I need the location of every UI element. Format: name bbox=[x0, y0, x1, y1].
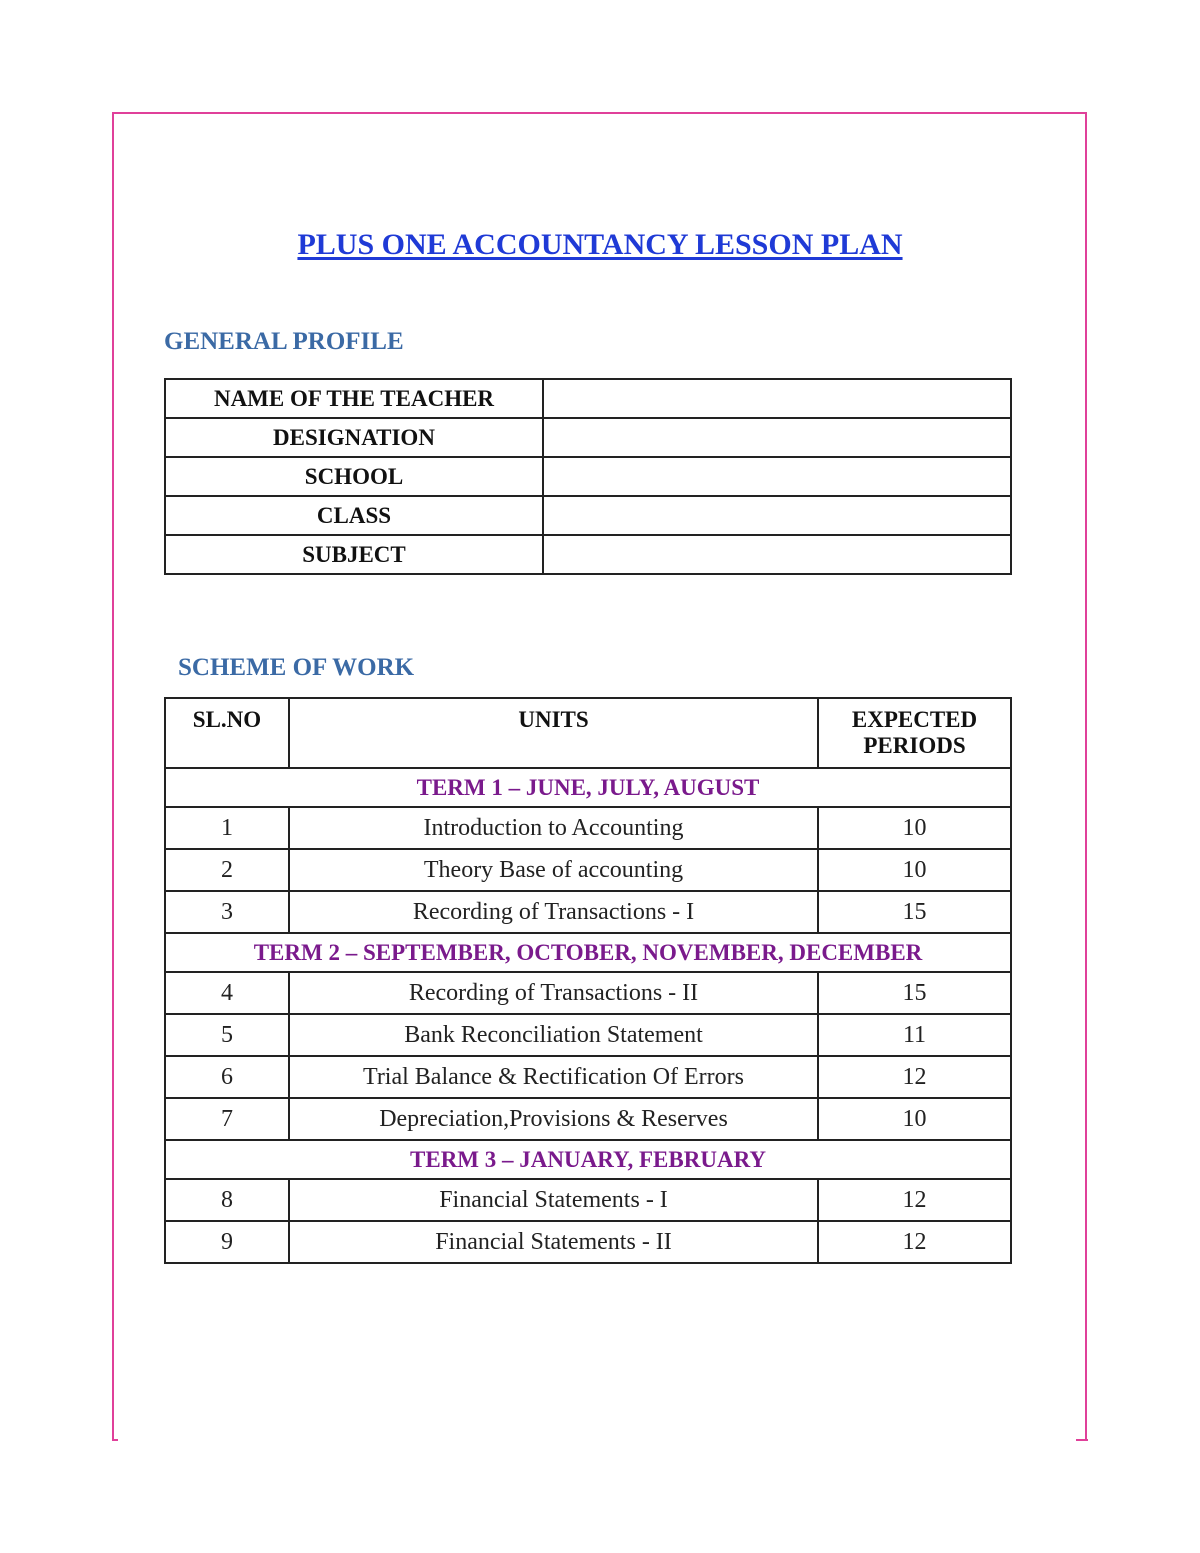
unit-sl-no: 6 bbox=[165, 1056, 289, 1098]
table-row bbox=[165, 1014, 1011, 1056]
unit-periods: 12 bbox=[818, 1056, 1011, 1098]
general-profile-heading: GENERAL PROFILE bbox=[164, 328, 404, 355]
scheme-of-work-heading: SCHEME OF WORK bbox=[178, 654, 415, 681]
profile-label: SUBJECT bbox=[165, 535, 543, 574]
unit-sl-no: 9 bbox=[165, 1221, 289, 1263]
general-profile-table bbox=[164, 378, 1012, 575]
header-expected-periods: EXPECTED PERIODS bbox=[818, 698, 1011, 768]
unit-name: Trial Balance & Rectification Of Errors bbox=[289, 1056, 818, 1098]
unit-periods: 12 bbox=[818, 1221, 1011, 1263]
profile-value bbox=[543, 457, 1011, 496]
term-row bbox=[165, 933, 1011, 972]
table-row bbox=[165, 891, 1011, 933]
unit-sl-no: 2 bbox=[165, 849, 289, 891]
term-row bbox=[165, 1140, 1011, 1179]
profile-label: SCHOOL bbox=[165, 457, 543, 496]
unit-name: Theory Base of accounting bbox=[289, 849, 818, 891]
unit-sl-no: 7 bbox=[165, 1098, 289, 1140]
profile-label: DESIGNATION bbox=[165, 418, 543, 457]
profile-value bbox=[543, 496, 1011, 535]
unit-name: Recording of Transactions - II bbox=[289, 972, 818, 1014]
document-title: PLUS ONE ACCOUNTANCY LESSON PLAN bbox=[297, 228, 903, 261]
term-label: TERM 3 – JANUARY, FEBRUARY bbox=[165, 1140, 1011, 1179]
header-sl-no: SL.NO bbox=[165, 698, 289, 768]
profile-row-subject bbox=[165, 535, 1011, 574]
header-units: UNITS bbox=[289, 698, 818, 768]
table-row bbox=[165, 1221, 1011, 1263]
unit-name: Introduction to Accounting bbox=[289, 807, 818, 849]
profile-row-class bbox=[165, 496, 1011, 535]
unit-sl-no: 3 bbox=[165, 891, 289, 933]
profile-value bbox=[543, 418, 1011, 457]
unit-periods: 10 bbox=[818, 849, 1011, 891]
term-label: TERM 2 – SEPTEMBER, OCTOBER, NOVEMBER, DECEMBER bbox=[165, 933, 1011, 972]
profile-row-teacher bbox=[165, 379, 1011, 418]
table-row bbox=[165, 807, 1011, 849]
profile-row-designation bbox=[165, 418, 1011, 457]
unit-sl-no: 4 bbox=[165, 972, 289, 1014]
table-row bbox=[165, 1179, 1011, 1221]
unit-sl-no: 1 bbox=[165, 807, 289, 849]
page-border-corner-left bbox=[112, 1439, 118, 1441]
unit-sl-no: 8 bbox=[165, 1179, 289, 1221]
profile-row-school bbox=[165, 457, 1011, 496]
unit-periods: 10 bbox=[818, 1098, 1011, 1140]
unit-name: Depreciation,Provisions & Reserves bbox=[289, 1098, 818, 1140]
unit-periods: 11 bbox=[818, 1014, 1011, 1056]
table-row bbox=[165, 1056, 1011, 1098]
unit-periods: 12 bbox=[818, 1179, 1011, 1221]
term-row bbox=[165, 768, 1011, 807]
unit-name: Bank Reconciliation Statement bbox=[289, 1014, 818, 1056]
unit-sl-no: 5 bbox=[165, 1014, 289, 1056]
profile-label: CLASS bbox=[165, 496, 543, 535]
term-label: TERM 1 – JUNE, JULY, AUGUST bbox=[165, 768, 1011, 807]
unit-name: Financial Statements - I bbox=[289, 1179, 818, 1221]
table-row bbox=[165, 972, 1011, 1014]
unit-periods: 15 bbox=[818, 891, 1011, 933]
page-border-corner-right bbox=[1076, 1439, 1088, 1441]
unit-name: Recording of Transactions - I bbox=[289, 891, 818, 933]
table-row bbox=[165, 1098, 1011, 1140]
unit-periods: 15 bbox=[818, 972, 1011, 1014]
profile-value bbox=[543, 379, 1011, 418]
table-row bbox=[165, 849, 1011, 891]
unit-periods: 10 bbox=[818, 807, 1011, 849]
unit-name: Financial Statements - II bbox=[289, 1221, 818, 1263]
scheme-of-work-table bbox=[164, 697, 1012, 1264]
scheme-header-row bbox=[165, 698, 1011, 768]
profile-label: NAME OF THE TEACHER bbox=[165, 379, 543, 418]
profile-value bbox=[543, 535, 1011, 574]
